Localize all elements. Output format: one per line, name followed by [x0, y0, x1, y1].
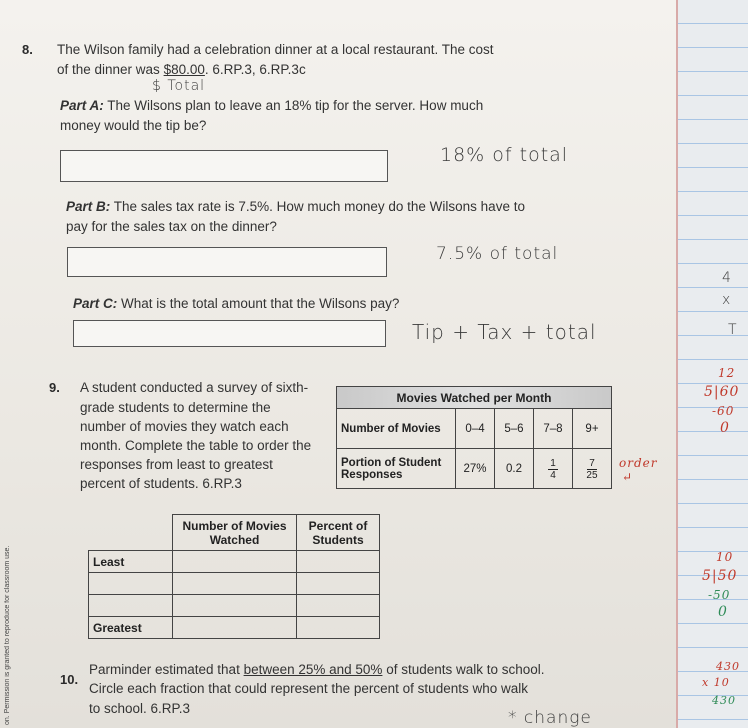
- portion-0-4: 27%: [456, 449, 495, 489]
- part-c-answer-box[interactable]: [73, 320, 386, 347]
- notebook-mark-times-10: x 10: [702, 676, 730, 689]
- question-10-line-1: Parminder estimated that between 25% and 50% of students walk to school.: [89, 662, 545, 677]
- part-c-handwriting: Tip + Tax + total: [412, 320, 597, 344]
- movies-table-row-header-number: Number of Movies: [337, 409, 456, 449]
- order-table-blank-header: [89, 515, 173, 551]
- movies-table-caption: Movies Watched per Month: [337, 387, 612, 409]
- movies-category-5-6: 5–6: [495, 409, 534, 449]
- notebook-mark-division-2: 5|50: [702, 568, 738, 584]
- question-10-line-3: to school. 6.RP.3: [89, 701, 191, 716]
- question-9-line-3: number of movies they watch each: [80, 419, 289, 434]
- order-row-3-label: [89, 595, 173, 617]
- order-row-4-percent-cell[interactable]: [297, 617, 380, 639]
- movies-category-7-8: 7–8: [533, 409, 572, 449]
- movies-watched-table: [336, 386, 612, 489]
- notebook-mark-4: 4: [722, 270, 732, 286]
- notebook-mark-12: 12: [718, 366, 736, 380]
- notebook-mark-division: 5|60: [704, 384, 740, 400]
- portion-5-6: 0.2: [495, 449, 534, 489]
- part-a-line-1: Part A: The Wilsons plan to leave an 18% tip for the server. How much: [60, 98, 484, 113]
- notebook-mark-10: 10: [716, 550, 734, 564]
- order-row-4-movies-cell[interactable]: [173, 617, 297, 639]
- dinner-cost: $80.00: [163, 62, 205, 77]
- question-9-line-1: A student conducted a survey of sixth-: [80, 380, 309, 395]
- question-8-line-2: of the dinner was $80.00. 6.RP.3, 6.RP.3c: [57, 62, 306, 77]
- part-b-line-1: Part B: The sales tax rate is 7.5%. How much money do the Wilsons have to: [66, 199, 525, 214]
- portion-7-8: $\frac{1}{4}$: [533, 449, 572, 489]
- order-row-2-percent-cell[interactable]: [297, 573, 380, 595]
- part-a-answer-box[interactable]: [60, 150, 388, 182]
- notebook-mark-subtract: -60: [712, 404, 735, 418]
- question-8-number: 8.: [22, 42, 33, 57]
- question-8-line-1: The Wilson family had a celebration dinner at a local restaurant. The cost: [57, 42, 494, 57]
- part-a-handwriting: 18% of total: [440, 144, 569, 166]
- order-row-1-movies-cell[interactable]: [173, 551, 297, 573]
- order-responses-table: [88, 514, 380, 639]
- question-9-line-6: percent of students. 6.RP.3: [80, 476, 242, 491]
- question-9-line-5: responses from least to greatest: [80, 457, 273, 472]
- order-row-greatest-label: Greatest: [89, 617, 173, 639]
- handwritten-change-note: * change: [508, 708, 592, 728]
- notebook-mark-subtract-2: -50: [708, 588, 731, 602]
- handwritten-total-note: $ Total: [152, 78, 206, 94]
- notebook-mark-x: x: [722, 292, 732, 308]
- part-c-line-1: Part C: What is the total amount that the Wilsons pay?: [73, 296, 400, 311]
- order-row-2-movies-cell[interactable]: [173, 573, 297, 595]
- portion-9-plus: $\frac{7}{25}$: [572, 449, 611, 489]
- notebook-paper: [676, 0, 748, 728]
- order-row-1-percent-cell[interactable]: [297, 551, 380, 573]
- notebook-mark-430: 430: [716, 660, 740, 673]
- notebook-mark-430-result: 430: [712, 694, 736, 707]
- notebook-mark-t: T: [728, 322, 738, 338]
- order-row-3-movies-cell[interactable]: [173, 595, 297, 617]
- order-row-least-label: Least: [89, 551, 173, 573]
- part-b-line-2: pay for the sales tax on the dinner?: [66, 219, 277, 234]
- notebook-mark-zero: 0: [720, 420, 730, 436]
- permission-notice: on. Permission is granted to reproduce for classroom use.: [4, 545, 11, 725]
- notebook-mark-zero-2: 0: [718, 604, 728, 620]
- question-9-line-2: grade students to determine the: [80, 400, 271, 415]
- order-row-3-percent-cell[interactable]: [297, 595, 380, 617]
- handwritten-order-note: order: [619, 456, 658, 470]
- part-b-handwriting: 7.5% of total: [436, 244, 559, 264]
- handwritten-arrow-icon: ↵: [622, 470, 634, 484]
- movies-table-row-header-portion: Portion of Student Responses: [337, 449, 456, 489]
- order-table-header-percent: Percent of Students: [297, 515, 380, 551]
- order-row-2-label: [89, 573, 173, 595]
- part-b-answer-box[interactable]: [67, 247, 387, 277]
- order-table-header-movies: Number of Movies Watched: [173, 515, 297, 551]
- movies-category-9-plus: 9+: [572, 409, 611, 449]
- question-10-number: 10.: [60, 672, 79, 687]
- movies-category-0-4: 0–4: [456, 409, 495, 449]
- question-9-number: 9.: [49, 380, 60, 395]
- question-9-line-4: month. Complete the table to order the: [80, 438, 312, 453]
- question-10-line-2: Circle each fraction that could represent the percent of students who walk: [89, 681, 528, 696]
- part-a-line-2: money would the tip be?: [60, 118, 207, 133]
